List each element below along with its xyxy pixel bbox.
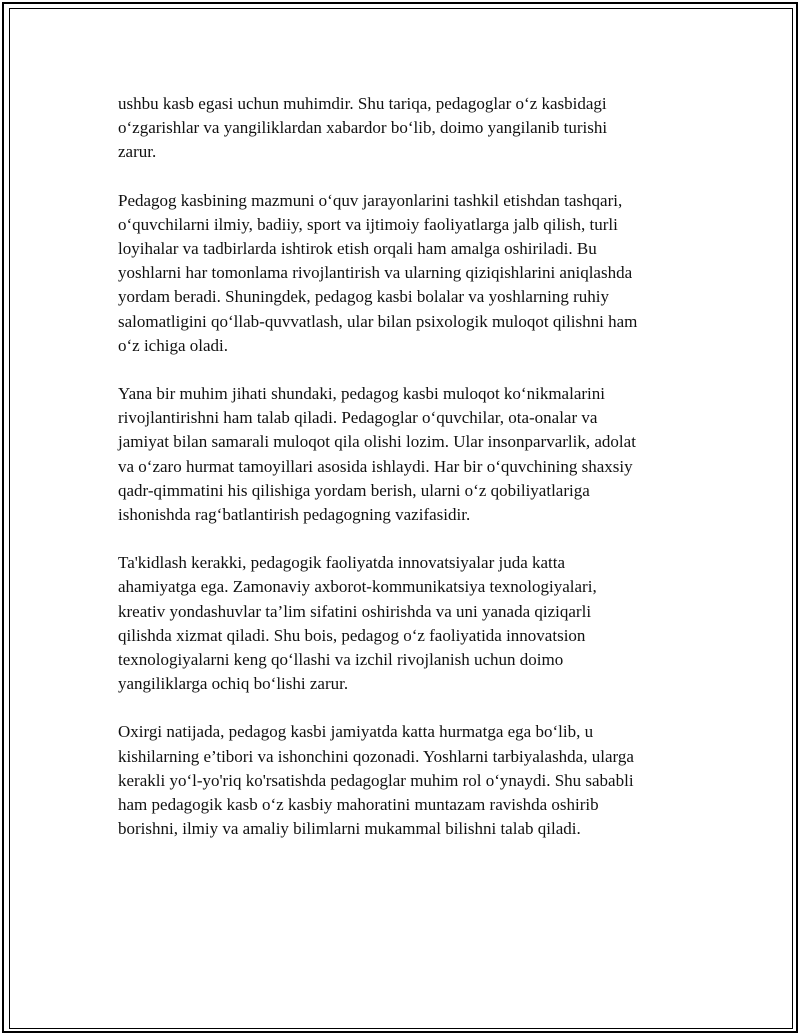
paragraph-3 (118, 382, 698, 527)
text-line: yoshlarni har tomonlama rivojlantirish va ularning qiziqishlarini aniqlashda (118, 263, 633, 283)
text-line: kerakli yo‘l-yo'riq ko'rsatishda pedagoglar muhim rol o‘ynaydi. Shu sababli (118, 770, 634, 790)
paragraph-1 (118, 92, 698, 165)
text-line: va o‘zaro hurmat tamoyillari asosida ishlaydi. Har bir o‘quvchining shaxsiy (118, 456, 633, 476)
text-line: Oxirgi natijada, pedagog kasbi jamiyatda katta hurmatga ega bo‘lib, u (118, 722, 594, 742)
text-line: ishonishda rag‘batlantirish pedagogning vazifasidir. (118, 505, 471, 525)
text-line: kishilarning e’tibori va ishonchini qozonadi. Yoshlarni tarbiyalashda, ularga (118, 746, 634, 766)
text-line: loyihalar va tadbirlarda ishtirok etish orqali ham amalga oshiriladi. Bu (118, 239, 597, 259)
text-line: Ta'kidlash kerakki, pedagogik faoliyatda innovatsiyalar juda katta (118, 553, 566, 573)
paragraph-4 (118, 551, 698, 696)
text-line: ushbu kasb egasi uchun muhimdir. Shu tariqa, pedagoglar o‘z kasbidagi (118, 94, 607, 113)
text-line: yangiliklarga ochiq bo‘lishi zarur. (118, 674, 349, 694)
text-line: qadr-qimmatini his qilishiga yordam berish, ularni o‘z qobiliyatlariga (118, 480, 590, 500)
text-line: qilishda xizmat qiladi. Shu bois, pedagog o‘z faoliyatida innovatsion (118, 625, 586, 645)
text-line: texnologiyalarni keng qo‘llashi va izchil rivojlanish uchun doimo (118, 650, 564, 670)
text-line: ham pedagogik kasb o‘z kasbiy mahoratini muntazam ravishda oshirib (118, 795, 599, 815)
text-line: jamiyat bilan samarali muloqot qila olishi lozim. Ular insonparvarlik, adolat (118, 432, 636, 452)
text-line: borishni, ilmiy va amaliy bilimlarni mukammal bilishni talab qiladi. (118, 819, 581, 839)
text-line: salomatligini qo‘llab-quvvatlash, ular bilan psixologik muloqot qilishni ham (118, 311, 638, 331)
text-line: Pedagog kasbining mazmuni o‘quv jarayonlarini tashkil etishdan tashqari, (118, 190, 623, 210)
paragraph-5 (118, 720, 698, 841)
text-line: ahamiyatga ega. Zamonaviy axborot-kommunikatsiya texnologiyalari, (118, 577, 597, 597)
text-line: o‘quvchilarni ilmiy, badiiy, sport va ijtimoiy faoliyatlarga jalb qilish, turli (118, 214, 618, 234)
text-line: o‘zgarishlar va yangiliklardan xabardor bo‘lib, doimo yangilanib turishi (118, 118, 608, 138)
text-line: Yana bir muhim jihati shundaki, pedagog kasbi muloqot ko‘nikmalarini (118, 384, 605, 404)
text-line: kreativ yondashuvlar ta’lim sifatini oshirishda va uni yanada qiziqarli (118, 601, 592, 621)
text-line: o‘z ichiga oladi. (118, 335, 228, 355)
paragraph-2 (118, 189, 698, 358)
text-line: rivojlantirishni ham talab qiladi. Pedagoglar o‘quvchilar, ota-onalar va (118, 408, 598, 428)
text-line: zarur. (118, 142, 157, 162)
text-line: yordam beradi. Shuningdek, pedagog kasbi bolalar va yoshlarning ruhiy (118, 287, 609, 307)
document-body (118, 92, 698, 865)
